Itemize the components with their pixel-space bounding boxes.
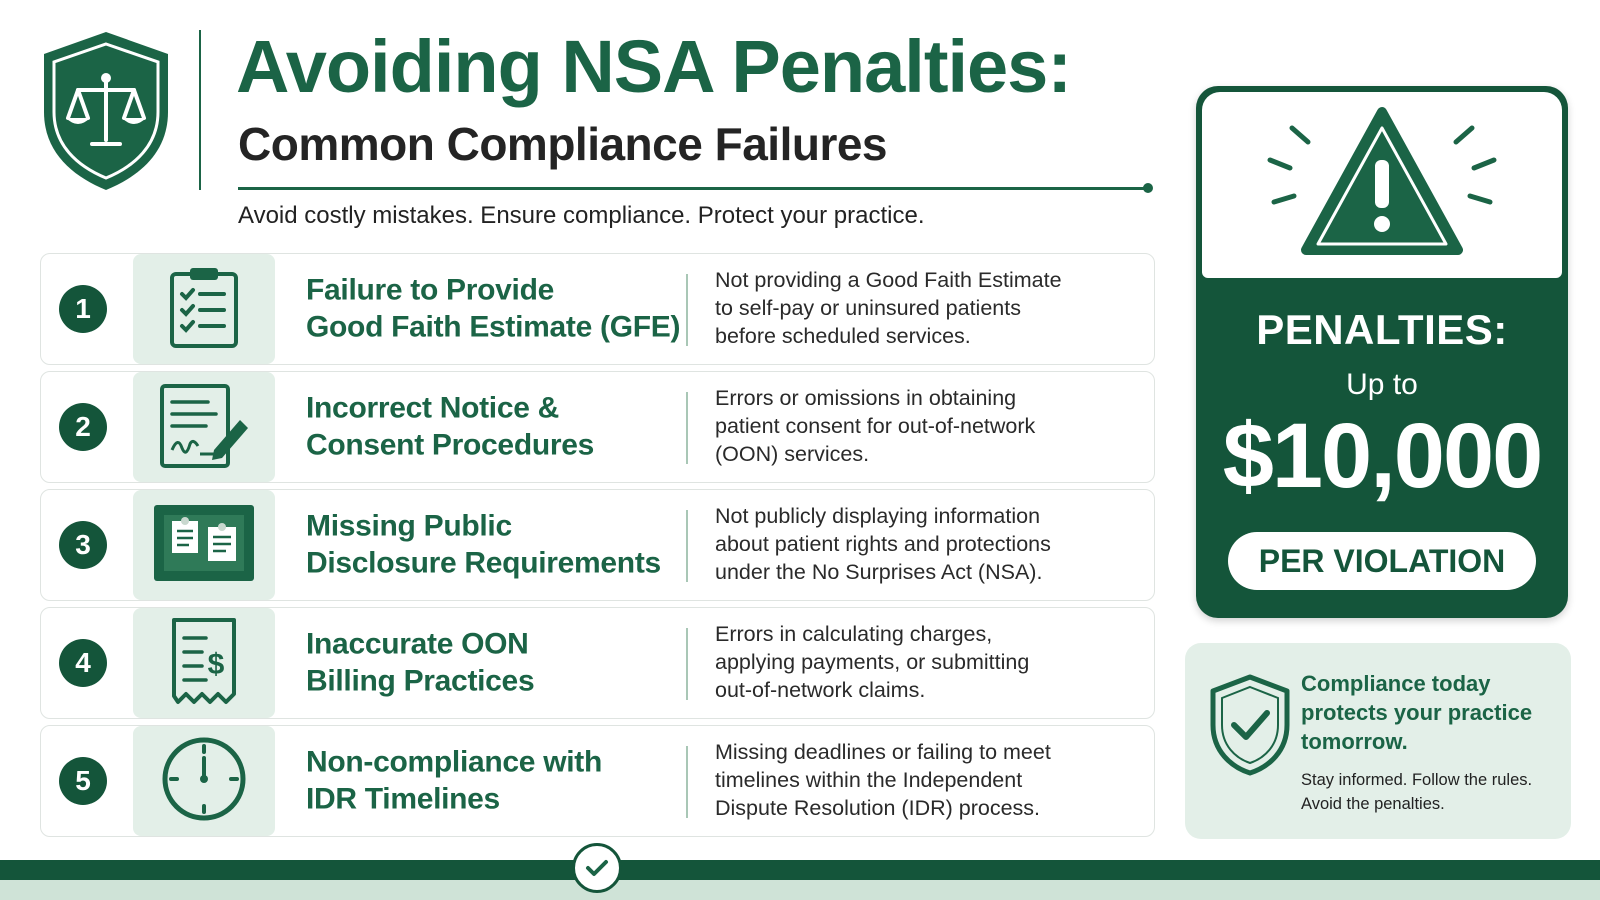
row-divider: [686, 392, 688, 464]
svg-text:$: $: [207, 647, 225, 681]
shield-check-icon: [1207, 673, 1293, 777]
header-divider: [199, 30, 201, 190]
billing-receipt-icon: [166, 616, 242, 711]
failure-title: Failure to Provide Good Faith Estimate (GFE): [306, 273, 681, 343]
shield-scales-icon: [38, 28, 174, 194]
row-divider: [686, 510, 688, 582]
failure-row: [40, 607, 1155, 719]
row-divider: [686, 274, 688, 346]
note-body: Stay informed. Follow the rules. Avoid the penalties.: [1301, 771, 1533, 813]
row-number: 3: [59, 521, 107, 569]
penalty-amount: $10,000: [1222, 405, 1542, 507]
per-violation-badge: PER VIOLATION: [1228, 532, 1536, 590]
failure-title: Missing Public Disclosure Requirements: [306, 509, 661, 579]
row-number: 2: [59, 403, 107, 451]
penalty-card: [1196, 86, 1568, 618]
failure-row: [40, 371, 1155, 483]
failure-row: [40, 725, 1155, 837]
failure-description: Errors or omissions in obtaining patient consent for out-of-network (OON) services.: [715, 386, 1036, 466]
penalty-up-to: Up to: [1346, 368, 1418, 401]
check-circle-icon: [572, 843, 622, 893]
failure-description: Missing deadlines or failing to meet timelines within the Independent Dispute Resolution (IDR) process.: [715, 740, 1051, 820]
footer-band: [0, 880, 1600, 900]
failure-description: Not providing a Good Faith Estimate to self-pay or uninsured patients before scheduled services.: [715, 268, 1062, 348]
row-divider: [686, 746, 688, 818]
failure-list: [40, 253, 1155, 843]
note-heading: Compliance today protects your practice tomorrow.: [1301, 671, 1533, 755]
row-number: 4: [59, 639, 107, 687]
failure-description: Errors in calculating charges, applying payments, or submitting out-of-network claims.: [715, 622, 1030, 702]
footer-bar: [0, 860, 1600, 880]
penalty-heading: PENALTIES:: [1256, 306, 1508, 353]
notice-board-icon: [152, 503, 256, 588]
tagline: Avoid costly mistakes. Ensure compliance. Protect your practice.: [238, 202, 925, 229]
row-number: 1: [59, 285, 107, 333]
checklist-clipboard-icon: [166, 264, 242, 355]
row-number: 5: [59, 757, 107, 805]
warning-triangle-icon: [1262, 98, 1502, 273]
failure-title: Inaccurate OON Billing Practices: [306, 627, 535, 697]
failure-title: Non-compliance with IDR Timelines: [306, 745, 602, 815]
failure-row: [40, 489, 1155, 601]
page-title: Avoiding NSA Penalties:: [236, 25, 1071, 108]
compliance-note: [1185, 643, 1571, 839]
failure-row: [40, 253, 1155, 365]
failure-title: Incorrect Notice & Consent Procedures: [306, 391, 595, 461]
failure-description: Not publicly displaying information about patient rights and protections under the No Surprises Act (NSA).: [715, 504, 1051, 584]
clock-icon: [159, 734, 249, 829]
signed-document-pen-icon: [156, 380, 252, 475]
title-underline: [238, 187, 1148, 190]
row-divider: [686, 628, 688, 700]
page-subtitle: Common Compliance Failures: [238, 118, 888, 170]
